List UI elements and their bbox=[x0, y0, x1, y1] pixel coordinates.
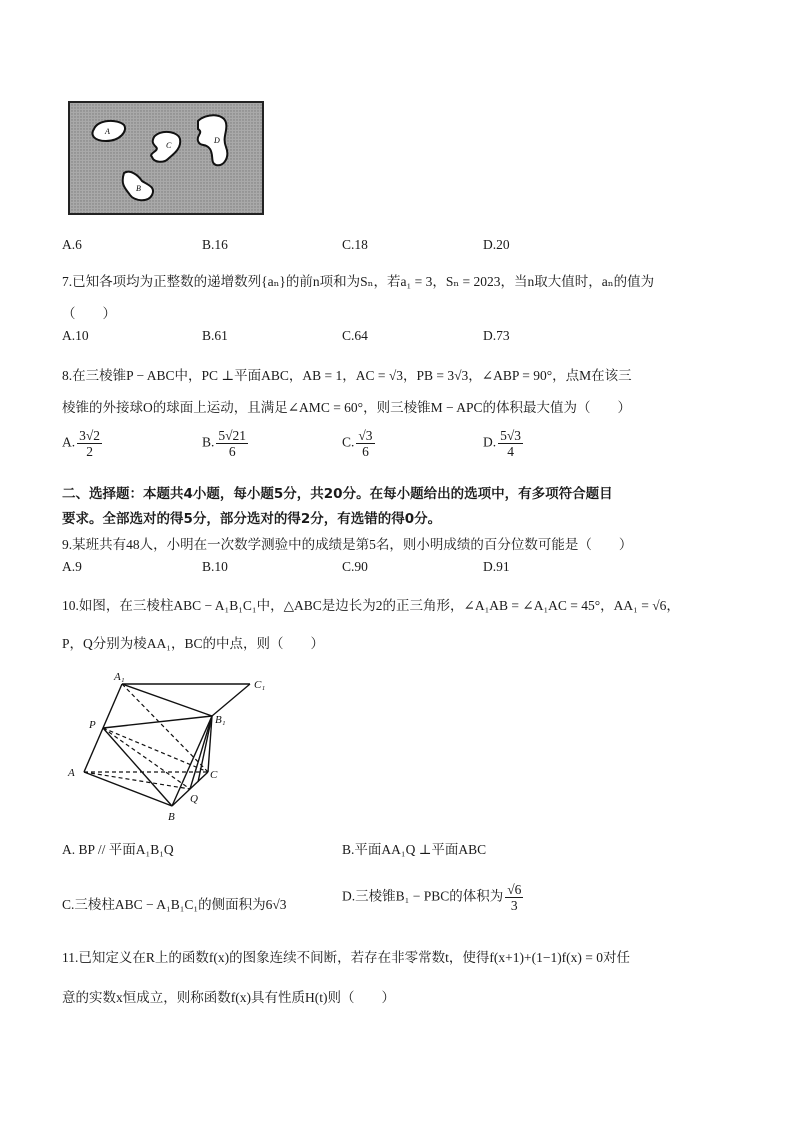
q6-option-a[interactable]: A.6 bbox=[62, 237, 82, 252]
q10-option-d-denominator: 3 bbox=[510, 898, 518, 913]
q11-stem-line2: 意的实数x恒成立，则称函数f(x)具有性质H(t)则（ ） bbox=[62, 990, 395, 1005]
region-a-label: A bbox=[105, 127, 110, 136]
q8-option-a-prefix: A. bbox=[62, 434, 76, 450]
q8-option-a-denominator: 2 bbox=[86, 444, 93, 459]
q6-option-c[interactable]: C.18 bbox=[342, 237, 368, 252]
q8-option-b-denominator: 6 bbox=[228, 444, 236, 459]
q8-option-c-prefix: C. bbox=[342, 434, 355, 450]
q8-option-a[interactable] bbox=[62, 428, 102, 459]
region-b-label: B bbox=[136, 184, 141, 193]
q7-option-d[interactable]: D.73 bbox=[483, 328, 510, 343]
q8-option-d[interactable] bbox=[483, 428, 523, 459]
q8-option-d-denominator: 4 bbox=[507, 444, 514, 459]
q8-option-d-prefix: D. bbox=[483, 434, 497, 450]
triangular-prism-figure bbox=[62, 668, 282, 824]
point-p-label: P bbox=[89, 719, 96, 731]
q8-option-c-numerator: √3 bbox=[358, 428, 373, 443]
q6-option-d[interactable]: D.20 bbox=[483, 237, 510, 252]
vertex-a-label: A bbox=[68, 767, 75, 779]
q8-option-b[interactable] bbox=[202, 428, 248, 459]
q8-option-b-numerator: 5√21 bbox=[218, 428, 247, 443]
q8-stem-line1: 8.在三棱锥P − ABC中，PC ⊥平面ABC，AB = 1，AC = √3，PB = 3√3，∠ABP = 90°，点M在该三 bbox=[62, 368, 632, 383]
q8-option-b-fraction bbox=[216, 428, 248, 459]
point-q-label: Q bbox=[190, 793, 198, 805]
q9-stem: 9.某班共有48人，小明在一次数学测验中的成绩是第5名，则小明成绩的百分位数可能是（ ） bbox=[62, 537, 633, 552]
q8-option-c[interactable] bbox=[342, 428, 375, 459]
q8-option-d-numerator: 5√3 bbox=[500, 428, 522, 443]
q9-option-c[interactable]: C.90 bbox=[342, 559, 368, 574]
q10-option-d[interactable] bbox=[342, 882, 523, 913]
q6-option-b[interactable]: B.16 bbox=[202, 237, 228, 252]
q11-stem-line1: 11.已知定义在R上的函数f(x)的图象连续不间断，若存在非零常数t，使得f(x+1)+(1−1)f(x) = 0对任 bbox=[62, 950, 631, 965]
vertex-b-label: B bbox=[168, 811, 175, 823]
vertex-a1-label: A₁ bbox=[114, 671, 125, 683]
q7-stem-line2: （ ） bbox=[62, 306, 116, 321]
vertex-c-label: C bbox=[210, 769, 218, 781]
q8-option-d-fraction bbox=[498, 428, 523, 459]
q10-option-d-fraction bbox=[505, 882, 523, 913]
q9-option-d[interactable]: D.91 bbox=[483, 559, 510, 574]
q9-option-b[interactable]: B.10 bbox=[202, 559, 228, 574]
q8-stem-line2: 棱锥的外接球O的球面上运动，且满足∠AMC = 60°，则三棱锥M − APC的体积最大值为（ ） bbox=[62, 400, 631, 415]
section-2-heading-line1: 二、选择题：本题共4小题，每小题5分，共20分。在每小题给出的选项中，有多项符合题目 bbox=[62, 486, 613, 502]
vertex-c1-label: C₁ bbox=[254, 679, 266, 691]
q7-option-a[interactable]: A.10 bbox=[62, 328, 89, 343]
q8-option-c-denominator: 6 bbox=[362, 444, 369, 459]
region-d-label: D bbox=[214, 136, 220, 145]
regions-map-figure bbox=[68, 101, 264, 215]
q10-option-b[interactable]: B.平面AA₁Q ⊥平面ABC bbox=[342, 842, 487, 857]
q10-option-d-numerator: √6 bbox=[507, 882, 522, 897]
q7-stem-line1: 7.已知各项均为正整数的递增数列{aₙ}的前n项和为Sₙ，若a₁ = 3，Sₙ = 2023，当n取大值时，aₙ的值为 bbox=[62, 274, 655, 289]
q8-option-b-prefix: B. bbox=[202, 434, 215, 450]
q8-option-a-numerator: 3√2 bbox=[79, 428, 101, 443]
q7-option-c[interactable]: C.64 bbox=[342, 328, 368, 343]
q8-option-c-fraction bbox=[356, 428, 374, 459]
q10-option-c[interactable]: C.三棱柱ABC − A₁B₁C₁的侧面积为6√3 bbox=[62, 897, 287, 912]
region-c-label: C bbox=[166, 141, 172, 150]
q10-option-d-text: D.三棱锥B₁ − PBC的体积为 bbox=[342, 888, 504, 904]
q7-option-b[interactable]: B.61 bbox=[202, 328, 228, 343]
q10-stem-line2: P，Q分别为棱AA₁，BC的中点，则（ ） bbox=[62, 636, 324, 651]
q9-option-a[interactable]: A.9 bbox=[62, 559, 82, 574]
q8-option-a-fraction bbox=[77, 428, 102, 459]
q10-stem-line1: 10.如图，在三棱柱ABC − A₁B₁C₁中，△ABC是边长为2的正三角形，∠A₁AB = ∠A₁AC = 45°，AA₁ = √6， bbox=[62, 598, 680, 613]
vertex-b1-label: B₁ bbox=[215, 714, 226, 726]
section-2-heading-line2: 要求。全部选对的得5分，部分选对的得2分，有选错的得0分。 bbox=[62, 511, 442, 527]
q10-option-a[interactable]: A. BP // 平面A₁B₁Q bbox=[62, 842, 174, 857]
